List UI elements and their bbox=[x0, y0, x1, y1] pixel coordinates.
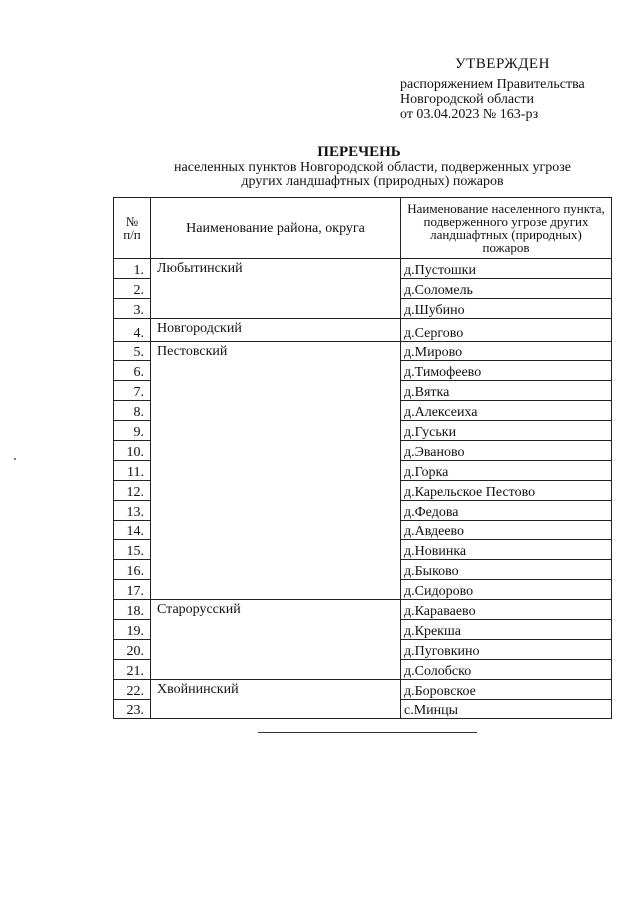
row-number: 16. bbox=[114, 560, 151, 580]
row-number: 8. bbox=[114, 401, 151, 421]
row-number: 23. bbox=[114, 699, 151, 719]
header-district: Наименование района, округа bbox=[151, 198, 401, 259]
row-number: 21. bbox=[114, 659, 151, 679]
subtitle-line-2: других ландшафтных (природных) пожаров bbox=[241, 174, 504, 189]
row-number: 13. bbox=[114, 500, 151, 520]
settlement-name: д.Карельское Пестово bbox=[401, 480, 612, 500]
row-number: 12. bbox=[114, 480, 151, 500]
table-row bbox=[114, 341, 612, 361]
settlement-name: д.Караваево bbox=[401, 600, 612, 620]
row-number: 3. bbox=[114, 298, 151, 318]
district-name: Хвойнинский bbox=[151, 679, 401, 719]
settlement-name: д.Сергово bbox=[401, 318, 612, 341]
settlement-name: д.Авдеево bbox=[401, 520, 612, 540]
settlement-name: д.Быково bbox=[401, 560, 612, 580]
settlement-name: д.Боровское bbox=[401, 679, 612, 699]
approval-stamp bbox=[400, 57, 620, 122]
settlements-table bbox=[113, 197, 612, 719]
settlement-name: д.Эваново bbox=[401, 441, 612, 461]
settlement-name: д.Алексеиха bbox=[401, 401, 612, 421]
row-number: 6. bbox=[114, 361, 151, 381]
row-number: 2. bbox=[114, 278, 151, 298]
table-row bbox=[114, 318, 612, 341]
district-name: Пестовский bbox=[151, 341, 401, 600]
approval-heading: УТВЕРЖДЕН bbox=[455, 56, 550, 72]
scan-speck bbox=[14, 458, 16, 460]
row-number: 5. bbox=[114, 341, 151, 361]
settlement-name: д.Соломель bbox=[401, 278, 612, 298]
district-name: Любытинский bbox=[151, 259, 401, 319]
settlement-name: д.Гуськи bbox=[401, 421, 612, 441]
row-number: 7. bbox=[114, 381, 151, 401]
settlement-name: д.Пуговкино bbox=[401, 639, 612, 659]
settlement-name: д.Тимофеево bbox=[401, 361, 612, 381]
settlement-name: д.Горка bbox=[401, 460, 612, 480]
settlement-name: д.Вятка bbox=[401, 381, 612, 401]
row-number: 22. bbox=[114, 679, 151, 699]
row-number: 15. bbox=[114, 540, 151, 560]
approval-line-3: от 03.04.2023 № 163-рз bbox=[400, 107, 539, 122]
district-name: Старорусский bbox=[151, 600, 401, 680]
document-subtitle bbox=[100, 161, 640, 189]
row-number: 20. bbox=[114, 639, 151, 659]
settlement-name: с.Минцы bbox=[401, 699, 612, 719]
settlement-name: д.Федова bbox=[401, 500, 612, 520]
header-num: № п/п bbox=[114, 198, 151, 259]
row-number: 9. bbox=[114, 421, 151, 441]
row-number: 10. bbox=[114, 441, 151, 461]
row-number: 14. bbox=[114, 520, 151, 540]
row-number: 18. bbox=[114, 600, 151, 620]
table-header-row bbox=[114, 198, 612, 259]
approval-line-1: распоряжением Правительства bbox=[400, 77, 585, 92]
settlement-name: д.Мирово bbox=[401, 341, 612, 361]
settlement-name: д.Сидорово bbox=[401, 580, 612, 600]
subtitle-line-1: населенных пунктов Новгородской области, подверженных угрозе bbox=[173, 160, 571, 175]
document-title: ПЕРЕЧЕНЬ bbox=[317, 144, 401, 160]
table-row bbox=[114, 679, 612, 699]
table-row bbox=[114, 600, 612, 620]
settlement-name: д.Солобско bbox=[401, 659, 612, 679]
row-number: 17. bbox=[114, 580, 151, 600]
settlement-name: д.Пустошки bbox=[401, 259, 612, 279]
table-row bbox=[114, 259, 612, 279]
row-number: 11. bbox=[114, 460, 151, 480]
row-number: 19. bbox=[114, 620, 151, 640]
district-name: Новгородский bbox=[151, 318, 401, 341]
approval-line-2: Новгородской области bbox=[400, 92, 534, 107]
header-place: Наименование населенного пункта, подверженного угрозе других ландшафтных (природных) пожаров bbox=[401, 198, 612, 259]
settlement-name: д.Новинка bbox=[401, 540, 612, 560]
row-number: 1. bbox=[114, 259, 151, 279]
settlement-name: д.Шубино bbox=[401, 298, 612, 318]
settlement-name: д.Крекша bbox=[401, 620, 612, 640]
footer-divider bbox=[258, 732, 477, 733]
row-number: 4. bbox=[114, 318, 151, 341]
